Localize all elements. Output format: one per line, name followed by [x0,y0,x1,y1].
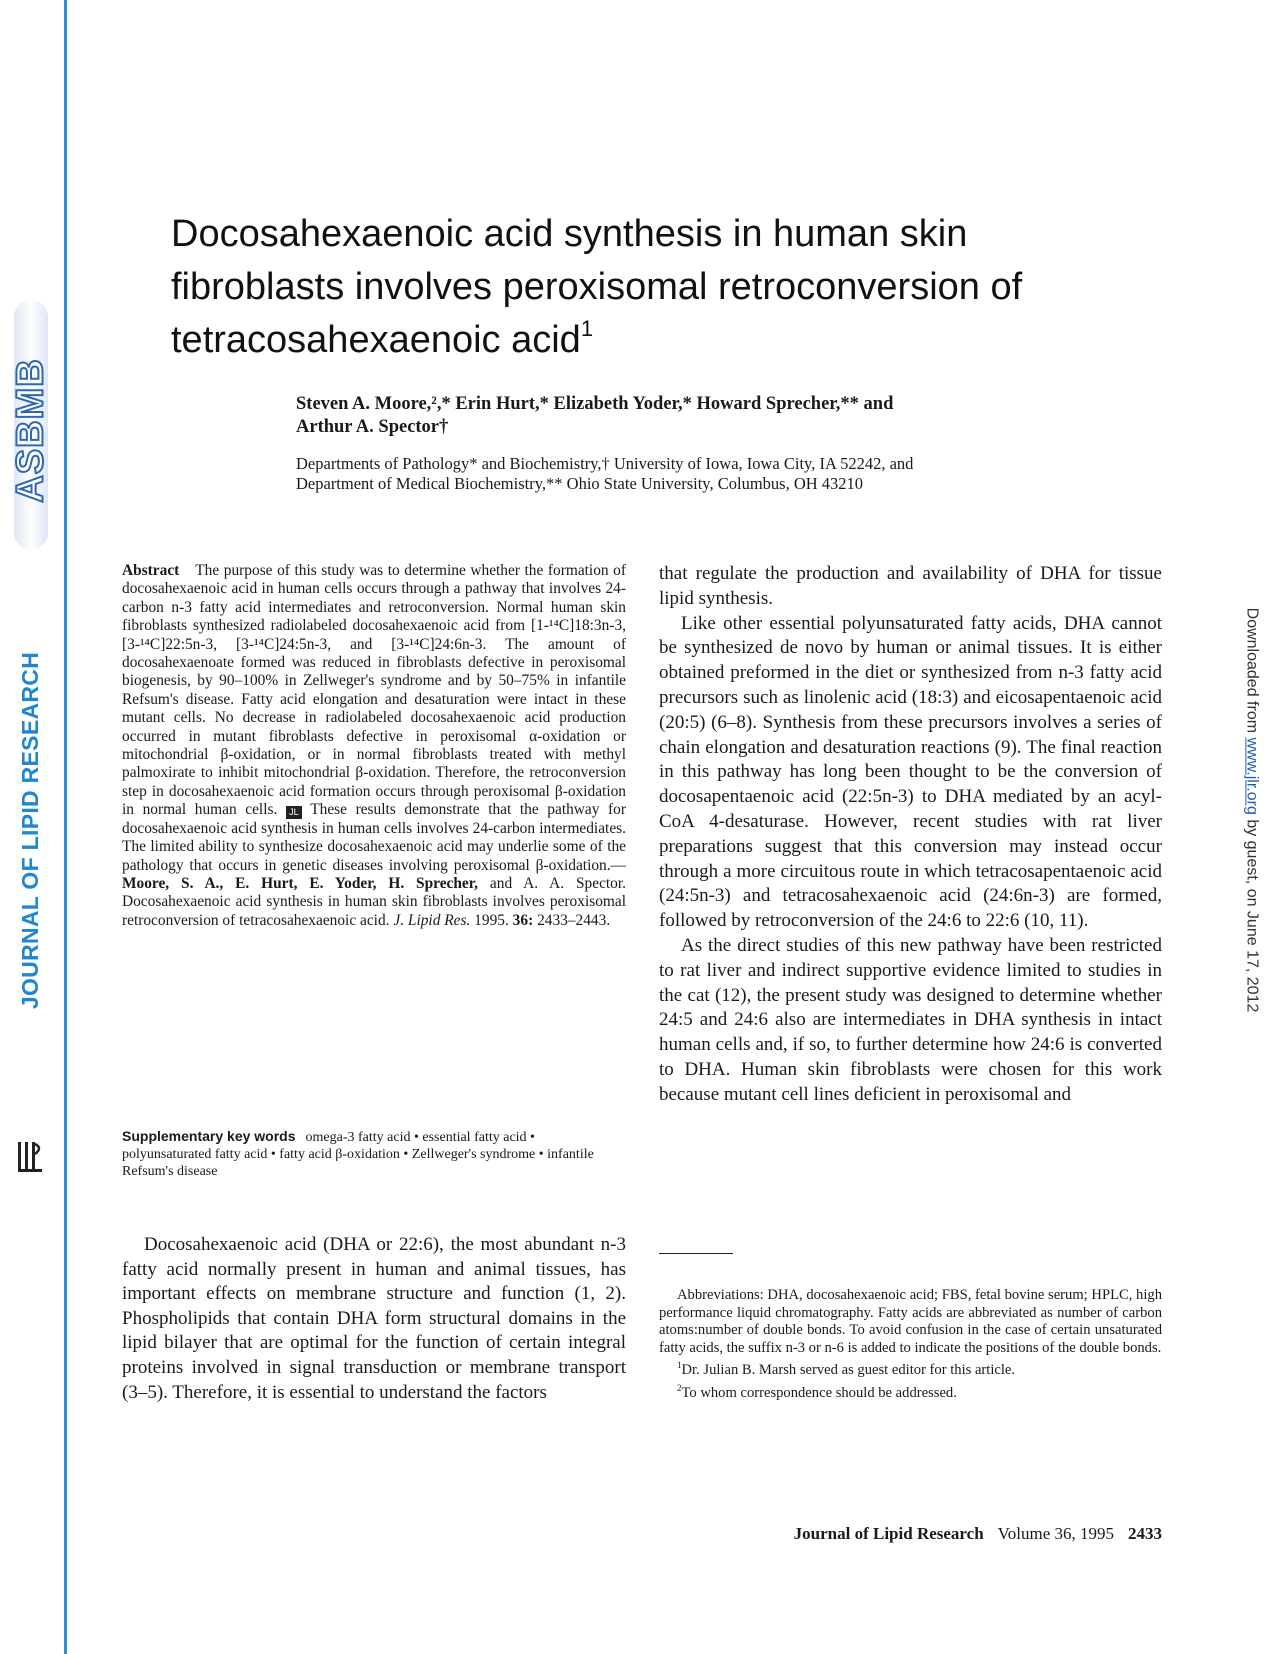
abstract [122,562,626,930]
journal-side-banner [0,620,62,1040]
right-paragraph-3: As the direct studies of this new pathway have been restricted to rat liver and indirect supportive evidence limited to studies in the cat (12), the present study was designed to determine whether 24:5 and 24:6 also are intermediates in DHA synthesis in intact human cells and, if so, to further determine how 24:6 is converted to DHA. Human skin fibroblasts were chosen for this work because mutant cell lines deficient in peroxisomal and [659,934,1162,1105]
article-title [171,208,1151,367]
footer-page-number: 2433 [1128,1524,1162,1543]
footnote-1-text: Dr. Julian B. Marsh served as guest editor for this article. [681,1362,1016,1379]
title-footnote-mark: 1 [580,316,594,341]
keywords-label: Supplementary key words [122,1128,296,1144]
keywords-text: omega-3 fatty acid • essential fatty acid • polyunsaturated fatty acid • fatty acid β-oxidation • Zellweger's syndrome • infantile Refsum's disease [122,1130,594,1179]
download-prefix: Downloaded from [1243,607,1260,734]
footnote-1 [659,1357,1162,1379]
abstract-label: Abstract [122,562,180,579]
right-paragraph-2: Like other essential polyunsaturated fatty acids, DHA cannot be synthesized de novo by human or animal tissues. It is either obtained preformed in the diet or synthesized from n-3 fatty acid precursors such as linolenic acid (18:3) and eicosapentaenoic acid (20:5) (6–8). Synthesis from these precursors involves a series of chain elongation and desaturation reactions (9). The final reaction in this pathway has long been thought to be the conversion of docosapentaenoic acid (22:5n-3) to DHA mediated by an acyl-CoA 4-desaturase. However, recent studies with rat liver preparations suggest that this conversion may instead occur through a more circuitous route in which tetracosapentaenoic acid (24:5n-3) and tetracosahexaenoic acid (24:6n-3) are formed, followed by retroconversion of the 24:6 to 22:6 (10, 11). [659,612,1162,932]
footer-journal: Journal of Lipid Research [793,1524,984,1543]
journal-side-title: JOURNAL OF LIPID RESEARCH [17,651,44,1009]
intro-paragraph: Docosahexaenoic acid (DHA or 22:6), the most abundant n-3 fatty acid normally present in human and animal tissues, has important effects on membrane structure and function (1, 2). Phospholipids that contain DHA form structural domains in the lipid bilayer that are optimal for the function of certain integral proteins involved in signal transduction or membrane transport (3–5). Therefore, it is essential to understand the factors [122,1234,626,1403]
footnote-divider [659,1253,733,1254]
authors-line-2: Arthur A. Spector† [296,417,449,437]
citation-journal: J. Lipid Res. [393,911,471,929]
jlr-website-link[interactable]: www.jlr.org [1243,737,1260,815]
author-list [296,393,1096,439]
jl-marker-icon: JL [286,806,302,819]
citation-year: 1995. [474,911,509,929]
left-margin-rule [64,0,67,1654]
footnote-2-text: To whom correspondence should be addressed. [681,1384,957,1401]
jlr-logo-icon [16,1140,44,1174]
asbmb-logo [0,300,62,560]
right-column [659,562,1162,1108]
supplementary-keywords [122,1128,626,1180]
footnote-2-mark: 2 [677,1382,682,1393]
abstract-text-a: The purpose of this study was to determine whether the formation of docosahexaenoic acid in human cells occurs through a pathway that involves 24-carbon n-3 fatty acid intermediates and retroconversion. Normal human skin fibroblasts synthesized radiolabeled docosahexaenoic acid from [1-¹⁴C]18:3n-3, [3-¹⁴C]22:5n-3, [3-¹⁴C]24:5n-3, and [3-¹⁴C]24:6n-3. The amount of docosahexaenoate formed was reduced in fibroblasts defective in peroxisomal biogenesis, by 90–100% in Zellweger's syndrome and by 50–75% in infantile Refsum's disease. Fatty acid elongation and desaturation were intact in these mutant cells. No decrease in radiolabeled docosahexaenoic acid production occurred in mutant fibroblasts defective in peroxisomal α-oxidation or mitochondrial β-oxidation, or in normal fibroblasts treated with methyl palmoxirate to inhibit mitochondrial β-oxidation. Therefore, the retroconversion step in docosahexaenoic acid formation occurs through peroxisomal β-oxidation in normal human cells. [122,562,626,819]
citation-authors: Moore, S. A., E. Hurt, E. Yoder, H. Sprecher, [122,874,479,892]
affiliation-line-2: Department of Medical Biochemistry,** Ohio State University, Columbus, OH 43210 [296,474,864,493]
citation-volume: 36: [512,911,534,929]
page-footer [726,1524,1162,1544]
abstract-text-b: These results demonstrate that the pathway for docosahexaenoic acid synthesis in human cells involves 24-carbon intermediates. The limited ability to synthesize docosahexaenoic acid may underlie some of the pathology that occurs in genetic diseases involving peroxisomal β-oxidation.— [122,801,626,874]
citation-pages: 2433–2443. [537,911,611,929]
footnote-abbreviations: Abbreviations: DHA, docosahexaenoic acid; FBS, fetal bovine serum; HPLC, high performance liquid chromatography. Fatty acids are abbreviated as number of carbon atoms:number of double bonds. To avoid confusion in the case of certain unsaturated fatty acids, the suffix n-3 or n-6 is added to indicate the positions of the double bonds. [659,1287,1162,1356]
download-suffix: by guest, on June 17, 2012 [1243,819,1260,1013]
footnote-1-mark: 1 [677,1360,682,1371]
right-paragraph-1: that regulate the production and availability of DHA for tissue lipid synthesis. [659,563,1162,609]
footer-volume: Volume 36, 1995 [997,1524,1114,1543]
footnote-2 [659,1380,1162,1402]
affiliation-line-1: Departments of Pathology* and Biochemistry,† University of Iowa, Iowa City, IA 52242, and [296,454,914,473]
footnotes [659,1287,1162,1402]
affiliations [296,454,1116,494]
citation-rest: and A. A. Spector. Docosahexaenoic acid synthesis in human skin fibroblasts involves peroxisomal retroconversion of tetracosahexaenoic acid. [122,874,626,929]
article-title-text: Docosahexaenoic acid synthesis in human skin fibroblasts involves peroxisomal retroconversion of tetracosahexaenoic acid [171,213,1023,361]
asbmb-wordmark: ASBMB [9,357,52,503]
authors-line-1: Steven A. Moore,²,* Erin Hurt,* Elizabeth Yoder,* Howard Sprecher,** and [296,394,894,414]
download-notice [1236,600,1266,1020]
